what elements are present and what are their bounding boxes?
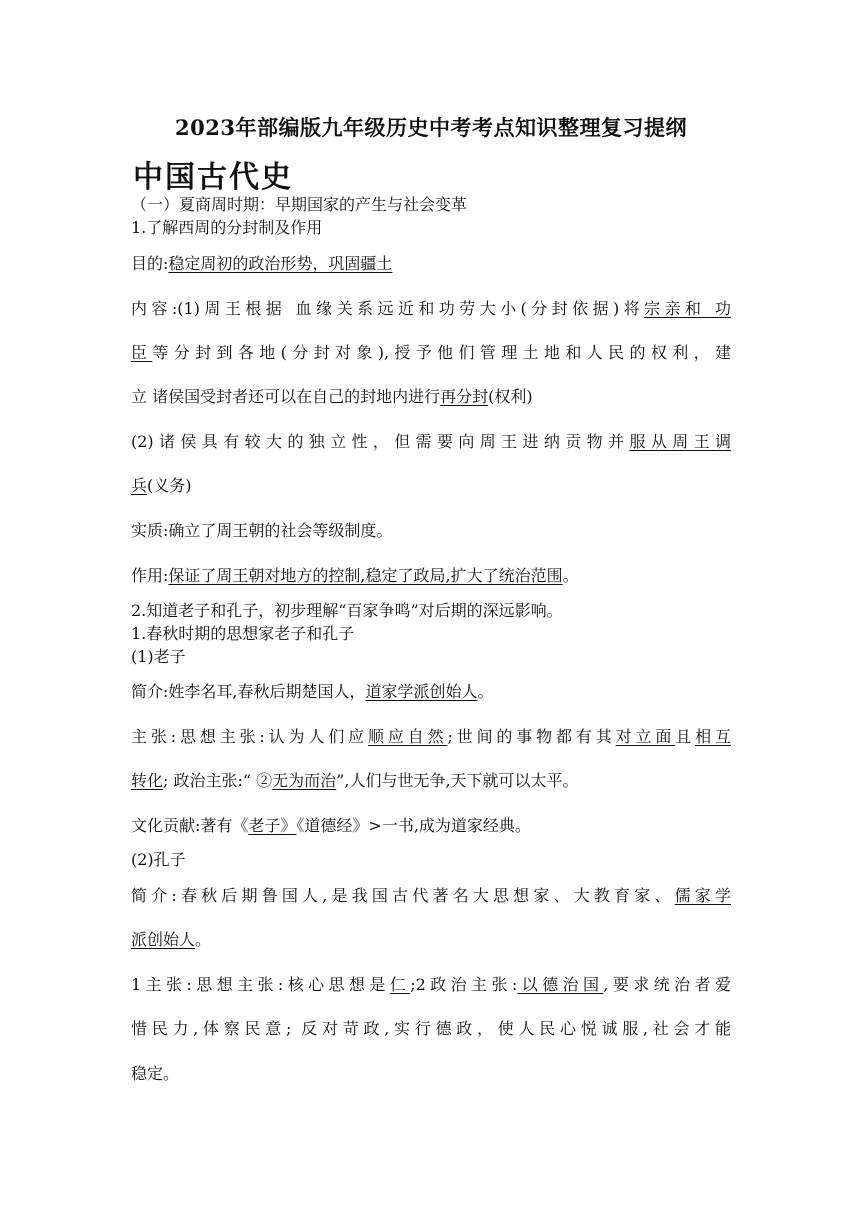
text-segment: 立 诸侯国受封者还可以在自己的封地内进行 xyxy=(131,387,441,406)
text-segment: 文化贡献:著有《 xyxy=(131,816,249,835)
text-segment: 简介:春秋后期鲁国人,是我国古代著名大思想家、大教育家、 xyxy=(131,886,675,905)
underlined-text: 老子》 xyxy=(248,816,297,835)
text-line xyxy=(131,930,731,950)
text-segment: 且 xyxy=(675,727,696,746)
text-segment: 稳定。 xyxy=(131,1064,180,1083)
text-segment: 。 xyxy=(477,682,494,701)
underlined-text: 宗亲和 功 xyxy=(644,299,731,318)
underlined-text: 无为而治 xyxy=(272,771,337,790)
text-line xyxy=(131,886,731,906)
text-line xyxy=(131,1064,731,1084)
underlined-text: 再分封 xyxy=(440,387,489,406)
underlined-text: 保证了周王朝对地方的控制,稳定了政局,扩大了统治范围 xyxy=(168,566,563,585)
text-line xyxy=(131,254,731,274)
text-segment: ;世间的事物都有其 xyxy=(447,727,616,746)
text-line xyxy=(131,218,731,238)
text-line xyxy=(131,476,731,496)
text-line xyxy=(131,816,731,836)
text-segment: 实质:确立了周王朝的社会等级制度。 xyxy=(131,521,393,540)
text-segment: 等分封到各地(分封对象),授予他们管理土地和人民的权利，建 xyxy=(152,343,731,362)
underlined-text: 派创始人 xyxy=(131,930,196,949)
text-line xyxy=(131,647,731,667)
text-line xyxy=(131,601,731,621)
text-segment: (1)老子 xyxy=(131,647,186,666)
text-line xyxy=(131,682,731,702)
underlined-text: 臣 xyxy=(131,343,153,362)
document-title: 2023年部编版九年级历史中考考点知识整理复习提纲 xyxy=(175,115,687,140)
text-line xyxy=(131,343,731,363)
text-segment: 。 xyxy=(195,930,212,949)
text-segment: （一）夏商周时期：早期国家的产生与社会变革 xyxy=(131,195,468,214)
underlined-text: 转化 xyxy=(131,771,164,790)
text-segment: (2)诸侯具有较大的独立性，但需要向周王进纳贡物并 xyxy=(131,432,630,451)
text-segment: ”,人们与世无争,天下就可以太平。 xyxy=(336,771,579,790)
text-segment: 主张:思想主张:认为人们应 xyxy=(131,727,368,746)
text-line xyxy=(131,521,731,541)
text-segment: 简介:姓李名耳,春秋后期楚国人， xyxy=(131,682,366,701)
underlined-text: 以德治国 xyxy=(517,975,604,994)
text-segment: 惜民力,体察民意; 反对苛政,实行德政，使人民心悦诚服,社会才能 xyxy=(131,1019,731,1038)
text-segment: 1主张:思想主张:核心思想是 xyxy=(131,975,390,994)
section-heading: 中国古代史 xyxy=(133,160,293,195)
text-segment: 2.知道老子和孔子，初步理解“百家争鸣”对后期的深远影响。 xyxy=(131,601,563,620)
text-line xyxy=(131,387,731,407)
underlined-text: 道家学派创始人 xyxy=(365,682,478,701)
text-line xyxy=(131,432,731,452)
text-line xyxy=(131,771,731,791)
text-line xyxy=(131,624,731,644)
text-line xyxy=(131,850,731,870)
text-segment: 目的: xyxy=(131,254,169,273)
underlined-text: 儒家学 xyxy=(674,886,731,905)
text-segment: 内容:(1)周王根据 血缘关系远近和功劳大小(分封依据)将 xyxy=(131,299,645,318)
text-line xyxy=(131,195,731,215)
underlined-text: 顺应自然 xyxy=(368,727,448,746)
underlined-text: 相互 xyxy=(695,727,731,746)
text-segment: ; 政治主张:“ ② xyxy=(163,771,273,790)
underlined-text: 对立面 xyxy=(615,727,676,746)
text-line xyxy=(131,975,731,995)
underlined-text: 稳定周初的政治形势，巩固疆土 xyxy=(168,254,393,273)
text-segment: (义务) xyxy=(147,476,192,495)
text-segment: (权利) xyxy=(488,387,533,406)
text-segment: ,要求统治者爱 xyxy=(603,975,731,994)
text-line xyxy=(131,566,731,586)
text-line xyxy=(131,299,731,319)
text-segment: 1.了解西周的分封制及作用 xyxy=(131,218,323,237)
text-segment: (2)孔子 xyxy=(131,850,186,869)
text-segment: ;2政治主张: xyxy=(410,975,518,994)
text-line xyxy=(131,727,731,747)
text-segment: 1.春秋时期的思想家老子和孔子 xyxy=(131,624,355,643)
text-segment: 《道德经》>一书,成为道家经典。 xyxy=(296,816,531,835)
text-segment: 。 xyxy=(562,566,579,585)
text-segment: 作用: xyxy=(131,566,169,585)
underlined-text: 兵 xyxy=(131,476,148,495)
underlined-text: 仁 xyxy=(389,975,411,994)
underlined-text: 服从周王调 xyxy=(629,432,731,451)
text-line xyxy=(131,1019,731,1039)
